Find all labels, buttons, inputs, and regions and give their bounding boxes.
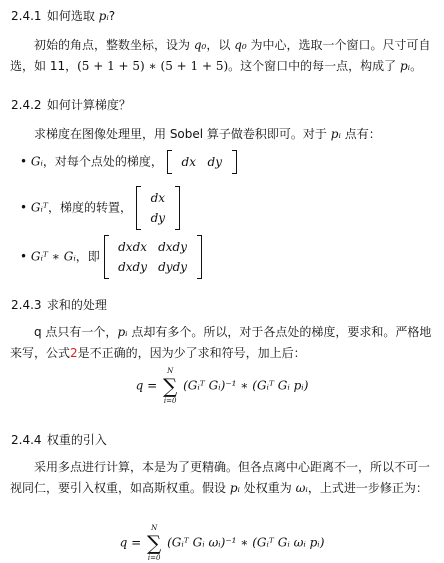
matrix-cell: dx (181, 155, 196, 169)
text: ，即 (75, 249, 100, 264)
matrix-cell: dy (207, 155, 222, 169)
matrix-cell: dxdy (158, 240, 188, 254)
section-number: 2.4.1 (11, 9, 42, 23)
section-title: 权重的引入 (46, 433, 107, 447)
bullet-gradient-product: • Gᵢᵀ ∗ Gᵢ，即 dxdx dxdy dxdy dydy (20, 235, 202, 279)
summation-symbol (147, 523, 161, 563)
text: 初始的角点，整数坐标，设为 (34, 38, 191, 52)
formula-weighted (0, 523, 444, 563)
section-heading-2-4-2 (11, 96, 131, 113)
sum-lower-limit: i=0 (147, 554, 161, 562)
column-vector-dx-dy (136, 186, 180, 230)
matrix-cell: dx (150, 191, 166, 205)
paragraph-window-selection (10, 35, 434, 77)
text: ，对每个点处的梯度， (42, 154, 163, 169)
text: 是不正确的，因为少了求和符号，加上后： (77, 346, 306, 360)
text: 为中心，选取一个窗口。尺寸可自选，如 11， (10, 38, 431, 73)
matrix-2x2 (104, 235, 202, 279)
formula-rhs: (Gᵢᵀ Gᵢ ωᵢ)⁻¹ ∗ (Gᵢᵀ Gᵢ ωᵢ pᵢ) (167, 535, 325, 550)
math-p-i: pᵢ (229, 481, 240, 495)
math-p-i: pᵢ (400, 59, 411, 73)
formula-lhs: q = (119, 535, 142, 550)
sum-lower-limit: i=0 (163, 397, 177, 405)
sigma: ∑ (146, 531, 162, 555)
math-q0: q₀ (193, 38, 207, 52)
bullet-gradient: • Gᵢ，对每个点处的梯度， dx dy (20, 150, 237, 174)
section-number: 2.4.2 (11, 98, 42, 112)
sum-upper-limit: N (151, 524, 158, 532)
math-p-i: pᵢ (117, 325, 128, 339)
sigma: ∑ (163, 374, 178, 398)
math-G-i-T: Gᵢᵀ (30, 200, 48, 215)
text: 采用多点进行计算，本是为了更精确。但各点离中心距离不一，所以不可一视同仁，要引入权重，如高斯权重。假设 (10, 460, 431, 495)
math-GT-G: Gᵢᵀ ∗ Gᵢ (30, 249, 76, 264)
matrix-cell: dxdx (118, 240, 148, 254)
formula-rhs: (Gᵢᵀ Gᵢ)⁻¹ ∗ (Gᵢᵀ Gᵢ pᵢ) (183, 378, 309, 393)
equation-reference-link[interactable]: 2 (70, 346, 78, 360)
paragraph-summation (10, 322, 434, 364)
text: 点却有多个。所以，对于各点处的梯度，要求和。严格地来写，公式 (10, 325, 432, 360)
text: ，梯度的转置， (47, 200, 132, 215)
section-title: 求和的处理 (46, 298, 107, 312)
math-p-i: pᵢ (330, 127, 341, 141)
paragraph-weights (10, 457, 434, 499)
summation-symbol (163, 366, 177, 406)
matrix-cell: dxdy (118, 260, 148, 274)
math-p-i: pᵢ (98, 9, 109, 23)
math-q0: q₀ (234, 38, 247, 52)
text: 处权重为 (243, 481, 292, 495)
section-title: 如何选取 (46, 9, 95, 23)
text: 点有： (344, 127, 381, 141)
sum-upper-limit: N (167, 367, 174, 375)
math-window-size: (5 + 1 + 5) ∗ (5 + 1 + 5) (77, 59, 229, 73)
matrix-cell: dydy (158, 260, 188, 274)
row-vector-dx-dy (167, 150, 237, 174)
formula-lhs: q = (135, 378, 158, 393)
math-G-i: Gᵢ (30, 154, 43, 169)
matrix-cell: dy (150, 211, 166, 225)
section-title: 如何计算梯度？ (46, 98, 131, 112)
title-question-mark: ? (108, 9, 116, 23)
section-heading-2-4-3 (11, 296, 107, 313)
text: ，上式进一步修正为： (307, 481, 428, 495)
text: ，以 (206, 38, 231, 52)
section-heading-2-4-4 (11, 431, 107, 448)
section-number: 2.4.3 (11, 298, 42, 312)
section-number: 2.4.4 (11, 433, 42, 447)
text: 。这个窗口中的每一点，构成了 (228, 59, 397, 73)
section-heading-2-4-1 (11, 7, 115, 24)
bullet-gradient-transpose: • Gᵢᵀ，梯度的转置， dx dy (20, 186, 180, 230)
formula-summed (0, 366, 444, 406)
text: q 点只有一个， (34, 325, 118, 339)
text: 。 (410, 59, 423, 73)
paragraph-gradient (10, 124, 434, 145)
math-omega-i: ωᵢ (295, 481, 308, 495)
text: 求梯度在图像处理里，用 Sobel 算子做卷积即可。对于 (34, 127, 327, 141)
